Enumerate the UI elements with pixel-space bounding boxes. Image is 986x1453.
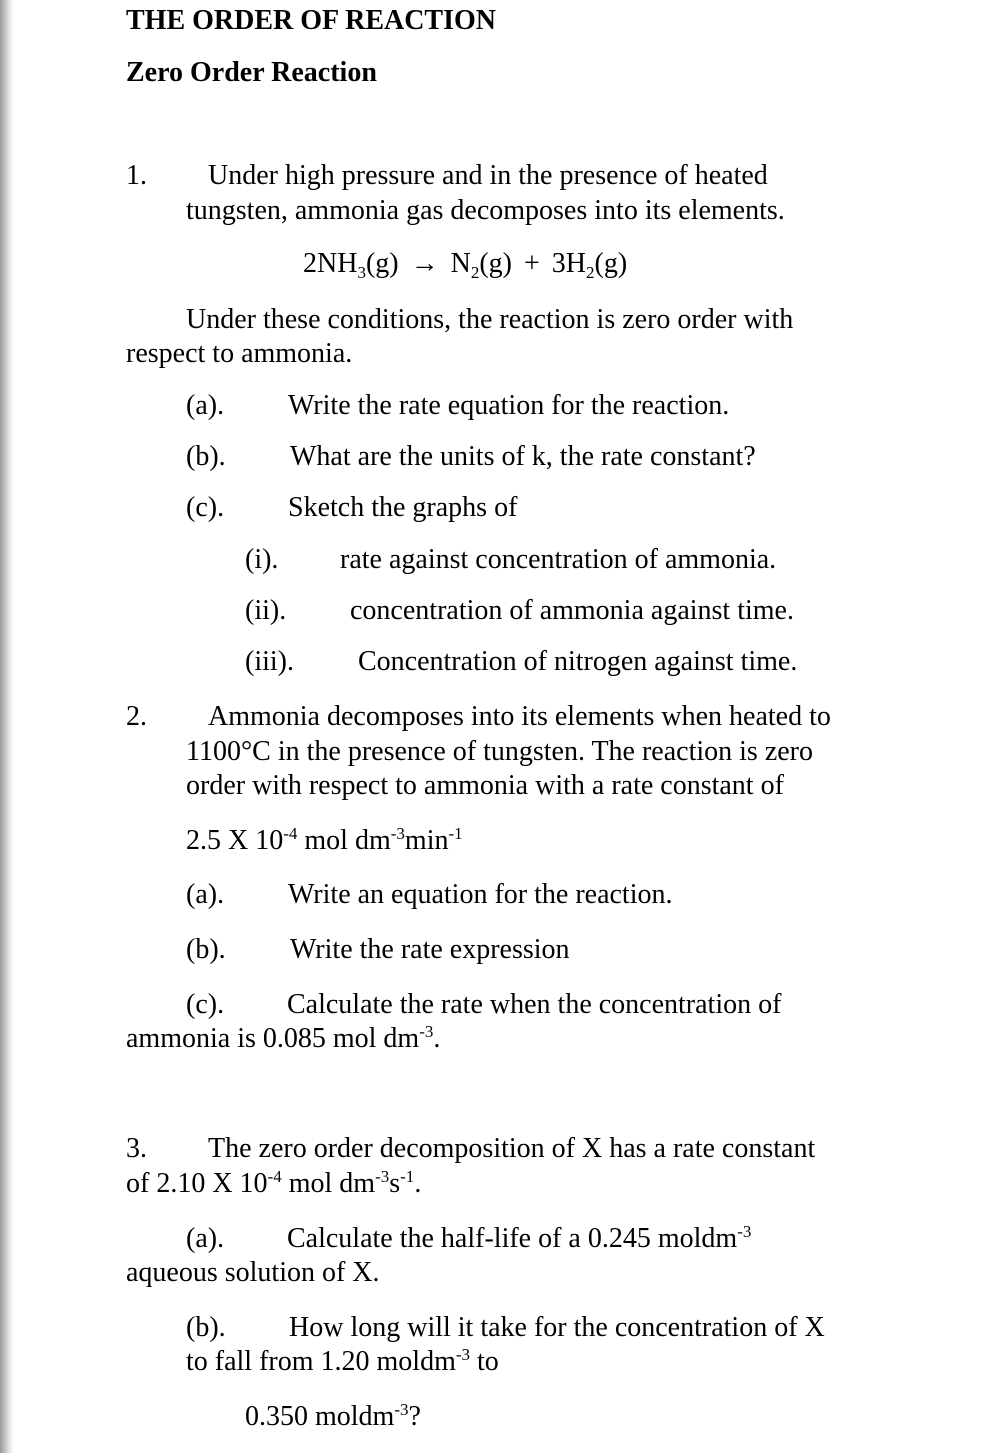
- q2-number: 2.: [126, 701, 147, 732]
- q3-line2: of 2.10 X $10^{-4}$ mol $dm^{-3}s^{-1}$.: [126, 1167, 422, 1199]
- q1ci-text: rate against concentration of ammonia.: [340, 544, 777, 575]
- q3b-text: How long will it take for the concentration of X: [289, 1312, 825, 1343]
- q2a-text: Write an equation for the reaction.: [288, 879, 673, 910]
- q3a-text: Calculate the half-life of a 0.245 moldm$^{-3}$: [287, 1222, 752, 1254]
- q2c-continuation: ammonia is 0.085 mol $dm^{-3}$.: [126, 1022, 441, 1054]
- q3-line1: The zero order decomposition of X has a rate constant: [208, 1133, 816, 1164]
- q2c-label: (c).: [186, 989, 225, 1020]
- q2a-label: (a).: [186, 879, 225, 910]
- q1ciii-label: (iii).: [245, 646, 294, 677]
- q1-conditions-line1: Under these conditions, the reaction is zero order with: [186, 304, 794, 335]
- q2b-text: Write the rate expression: [290, 934, 570, 965]
- q3a-label: (a).: [186, 1223, 225, 1254]
- q2c-text: Calculate the rate when the concentration of: [287, 989, 782, 1020]
- reaction-arrow: →: [410, 248, 439, 279]
- q1-line1: Under high pressure and in the presence of heated: [208, 160, 768, 191]
- q3a-continuation: aqueous solution of X.: [126, 1257, 380, 1288]
- section-heading: Zero Order Reaction: [126, 57, 377, 88]
- q1-line2: tungsten, ammonia gas decomposes into its elements.: [186, 195, 785, 226]
- q2-line3: order with respect to ammonia with a rate constant of: [186, 770, 784, 801]
- q1a-label: (a).: [186, 390, 225, 421]
- q3b-label: (b).: [186, 1312, 226, 1343]
- q1-number: 1.: [126, 160, 147, 191]
- q2b-label: (b).: [186, 934, 226, 965]
- q1b-text: What are the units of k, the rate constant?: [290, 441, 756, 472]
- q3b-continuation: to fall from 1.20 moldm$^{-3}$ to: [186, 1345, 499, 1377]
- q1cii-label: (ii).: [245, 595, 287, 626]
- q1-chemical-equation: $2NH_3(g) \to N_2(g) + 3H_2(g)$: [303, 248, 628, 282]
- q1b-label: (b).: [186, 441, 226, 472]
- page-title: THE ORDER OF REACTION: [126, 5, 497, 36]
- q1ci-label: (i).: [245, 544, 279, 575]
- q2-line2: 1100°C in the presence of tungsten. The reaction is zero: [186, 736, 814, 767]
- q2-line1: Ammonia decomposes into its elements when heated to: [208, 701, 831, 732]
- q3-number: 3.: [126, 1133, 147, 1164]
- q1-conditions-line2: respect to ammonia.: [126, 338, 353, 369]
- q1cii-text: concentration of ammonia against time.: [350, 595, 794, 626]
- q1c-text: Sketch the graphs of: [288, 492, 518, 523]
- q1c-label: (c).: [186, 492, 225, 523]
- page-margin-shadow: [0, 0, 14, 1453]
- q2-rate-constant: 2.5 X $10^{-4}$ mol $dm^{-3}\min^{-1}$: [186, 824, 463, 856]
- q3b-value: 0.350 moldm$^{-3}$?: [245, 1400, 421, 1432]
- q1ciii-text: Concentration of nitrogen against time.: [358, 646, 798, 677]
- q1a-text: Write the rate equation for the reaction.: [288, 390, 730, 421]
